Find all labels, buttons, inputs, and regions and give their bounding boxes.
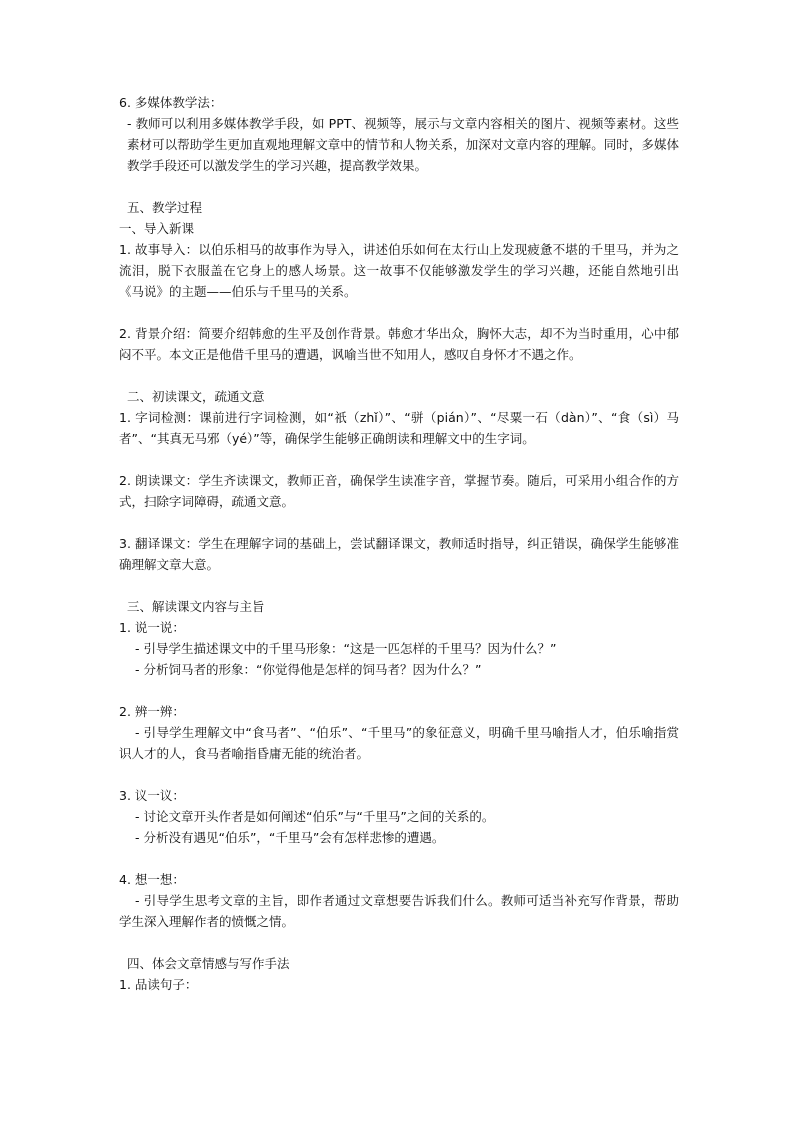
spacer	[119, 176, 679, 197]
part-3-item-2-bullet-a: - 引导学生理解文中“食马者”、“伯乐”、“千里马”的象征意义，明确千里马喻指人才，伯乐喻指赏识人才的人，食马者喻指昏庸无能的统治者。	[119, 725, 679, 761]
spacer	[119, 512, 679, 533]
part-3-item-4-heading: 4. 想一想：	[119, 872, 185, 887]
part-3-item-3-heading: 3. 议一议：	[119, 788, 185, 803]
spacer	[119, 449, 679, 470]
part-3-item-3-bullet-a: - 讨论文章开头作者是如何阐述“伯乐”与“千里马”之间的关系的。	[135, 809, 495, 824]
part-2-title: 二、初读课文，疏通文意	[127, 389, 265, 404]
part-2-item-3: 3. 翻译课文：学生在理解字词的基础上，尝试翻译课文，教师适时指导，纠正错误，确保学生能够准确理解文章大意。	[119, 536, 679, 572]
document-body	[119, 92, 679, 995]
part-1-item-1: 1. 故事导入：以伯乐相马的故事作为导入，讲述伯乐如何在太行山上发现疲惫不堪的千里马，并为之流泪，脱下衣服盖在它身上的感人场景。这一故事不仅能够激发学生的学习兴趣，还能自然地引出《马说》的主题——伯乐与千里马的关系。	[119, 242, 679, 299]
spacer	[119, 680, 679, 701]
part-3-item-3-bullet-b: - 分析没有遇见“伯乐”，“千里马”会有怎样悲惨的遭遇。	[135, 830, 445, 845]
part-4-title: 四、体会文章情感与写作手法	[127, 956, 290, 971]
part-3-title: 三、解读课文内容与主旨	[127, 599, 265, 614]
part-3-item-1-heading: 1. 说一说：	[119, 620, 185, 635]
section-5-title: 五、教学过程	[127, 200, 203, 215]
part-3-item-1-bullet-a: - 引导学生描述课文中的千里马形象：“这是一匹怎样的千里马？因为什么？”	[135, 641, 557, 656]
spacer	[119, 302, 679, 323]
part-3-item-2-heading: 2. 辨一辨：	[119, 704, 185, 719]
spacer	[119, 848, 679, 869]
part-1-title: 一、导入新课	[119, 221, 195, 236]
part-3-item-1-bullet-b: - 分析饲马者的形象：“你觉得他是怎样的饲马者？因为什么？”	[135, 662, 482, 677]
section-6-paragraph: - 教师可以利用多媒体教学手段，如 PPT、视频等，展示与文章内容相关的图片、视频等素材。这些素材可以帮助学生更加直观地理解文章中的情节和人物关系，加深对文章内容的理解。同时，多媒体教学手段还可以激发学生的学习兴趣，提高教学效果。	[127, 116, 679, 173]
part-2-item-1: 1. 字词检测：课前进行字词检测，如“祇（zhǐ）”、“骈（pián）”、“尽粟一石（dàn）”、“食（sì）马者”、“其真无马邪（yé）”等，确保学生能够正确朗读和理解文中的生字词。	[119, 410, 679, 446]
spacer	[119, 365, 679, 386]
spacer	[119, 932, 679, 953]
part-3-item-4-bullet-a: - 引导学生思考文章的主旨，即作者通过文章想要告诉我们什么。教师可适当补充写作背景，帮助学生深入理解作者的愤慨之情。	[119, 893, 679, 929]
part-4-item-1-heading: 1. 品读句子：	[119, 977, 198, 992]
section-6-heading: 6. 多媒体教学法：	[119, 95, 223, 110]
part-2-item-2: 2. 朗读课文：学生齐读课文，教师正音，确保学生读准字音，掌握节奏。随后，可采用小组合作的方式，扫除字词障碍，疏通文意。	[119, 473, 679, 509]
spacer	[119, 575, 679, 596]
spacer	[119, 764, 679, 785]
part-1-item-2: 2. 背景介绍：简要介绍韩愈的生平及创作背景。韩愈才华出众，胸怀大志，却不为当时重用，心中郁闷不平。本文正是他借千里马的遭遇，讽喻当世不知用人，感叹自身怀才不遇之作。	[119, 326, 679, 362]
